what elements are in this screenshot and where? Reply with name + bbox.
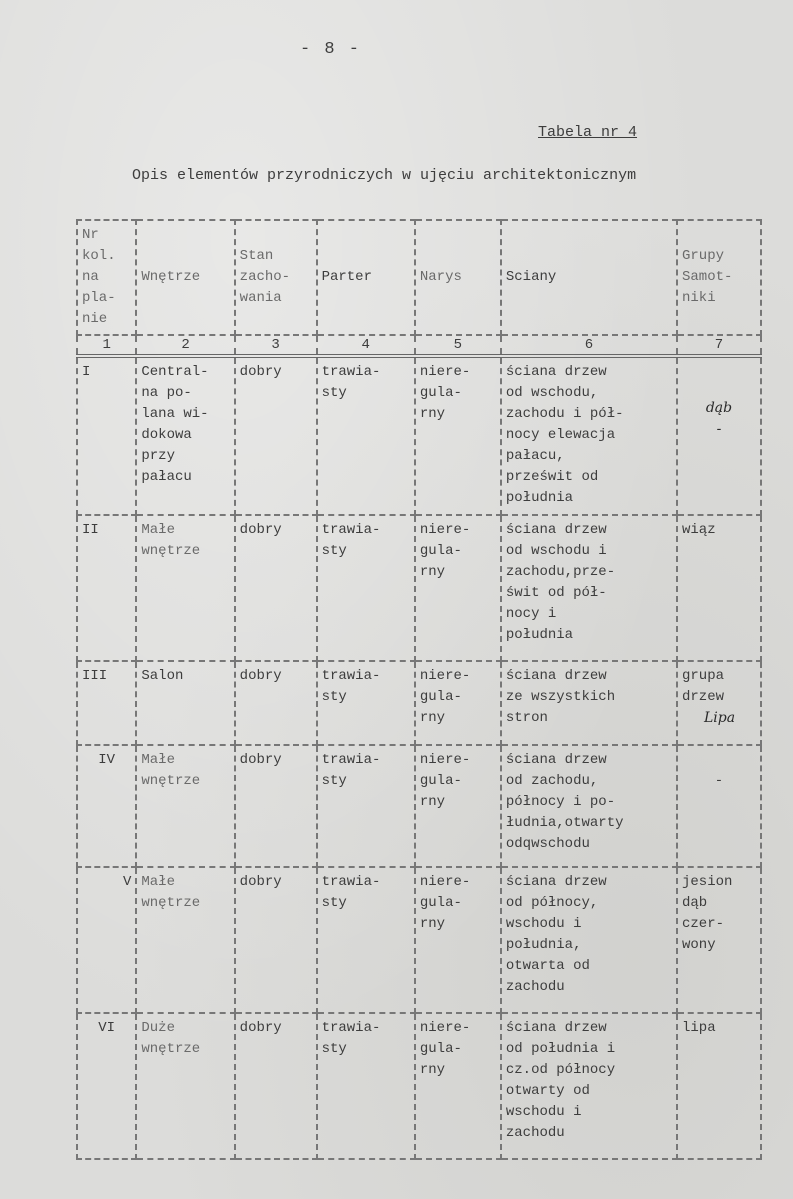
cell-stan: dobry [235, 356, 317, 515]
cell-narys: niere- gula- rny [415, 515, 501, 661]
column-number-row [77, 335, 761, 356]
page-number: - 8 - [300, 40, 362, 59]
header-row [77, 220, 761, 335]
header-nr: Nr kol. na pla- nie [77, 220, 136, 335]
cell-sciany: ściana drzew od południa i cz.od północy otwarty od wschodu i zachodu [501, 1013, 677, 1159]
cell-stan: dobry [235, 745, 317, 867]
column-number: 1 [77, 335, 136, 356]
cell-wnetrze: Małe wnętrze [136, 515, 234, 661]
cell-nr: IV [77, 745, 136, 867]
cell-nr: I [77, 356, 136, 515]
cell-stan: dobry [235, 867, 317, 1013]
handwritten-note: Lipa [703, 710, 736, 726]
cell-parter: trawia- sty [317, 356, 415, 515]
header-grupy: Grupy Samot- niki [677, 220, 761, 335]
cell-sciany: ściana drzew od wschodu, zachodu i pół- nocy elewacja pałacu, prześwit od południa [501, 356, 677, 515]
cell-sciany: ściana drzew od wschodu i zachodu,prze- świt od pół- nocy i południa [501, 515, 677, 661]
handwritten-note: dąb - [705, 400, 733, 437]
cell-nr: VI [77, 1013, 136, 1159]
cell-parter: trawia- sty [317, 515, 415, 661]
column-number: 4 [317, 335, 415, 356]
cell-nr: V [77, 867, 136, 1013]
table-row [77, 867, 761, 1013]
cell-wnetrze: Central- na po- lana wi- dokowa przy pałacu [136, 356, 234, 515]
cell-parter: trawia- sty [317, 745, 415, 867]
table-row [77, 1013, 761, 1159]
table-label: Tabela nr 4 [538, 124, 638, 141]
column-number: 5 [415, 335, 501, 356]
cell-sciany: ściana drzew ze wszystkich stron [501, 661, 677, 745]
header-wnetrze: Wnętrze [136, 220, 234, 335]
table-row [77, 661, 761, 745]
column-number: 6 [501, 335, 677, 356]
table-row [77, 356, 761, 515]
cell-wnetrze: Małe wnętrze [136, 867, 234, 1013]
header-narys: Narys [415, 220, 501, 335]
cell-narys: niere- gula- rny [415, 661, 501, 745]
column-number: 3 [235, 335, 317, 356]
cell-sciany: ściana drzew od północy, wschodu i południa, otwarta od zachodu [501, 867, 677, 1013]
header-parter: Parter [317, 220, 415, 335]
data-table [76, 219, 762, 1160]
cell-grupy [677, 356, 761, 515]
table-title: Opis elementów przyrodniczych w ujęciu architektonicznym [132, 167, 637, 184]
cell-parter: trawia- sty [317, 1013, 415, 1159]
column-number: 2 [136, 335, 234, 356]
cell-parter: trawia- sty [317, 661, 415, 745]
cell-nr: II [77, 515, 136, 661]
cell-sciany: ściana drzew od zachodu, północy i po- łudnia,otwarty odqwschodu [501, 745, 677, 867]
column-number: 7 [677, 335, 761, 356]
cell-stan: dobry [235, 1013, 317, 1159]
cell-wnetrze: Małe wnętrze [136, 745, 234, 867]
cell-stan: dobry [235, 661, 317, 745]
header-sciany: Sciany [501, 220, 677, 335]
table-row [77, 515, 761, 661]
header-stan: Stan zacho- wania [235, 220, 317, 335]
cell-grupy: lipa [677, 1013, 761, 1159]
cell-grupy: wiąz [677, 515, 761, 661]
cell-narys: niere- gula- rny [415, 356, 501, 515]
cell-narys: niere- gula- rny [415, 745, 501, 867]
cell-grupy: grupa drzew Lipa [677, 661, 761, 745]
cell-wnetrze: Duże wnętrze [136, 1013, 234, 1159]
cell-parter: trawia- sty [317, 867, 415, 1013]
cell-wnetrze: Salon [136, 661, 234, 745]
cell-grupy: - [677, 745, 761, 867]
cell-stan: dobry [235, 515, 317, 661]
cell-grupy: jesion dąb czer- wony [677, 867, 761, 1013]
cell-narys: niere- gula- rny [415, 1013, 501, 1159]
table-row [77, 745, 761, 867]
cell-narys: niere- gula- rny [415, 867, 501, 1013]
cell-nr: III [77, 661, 136, 745]
